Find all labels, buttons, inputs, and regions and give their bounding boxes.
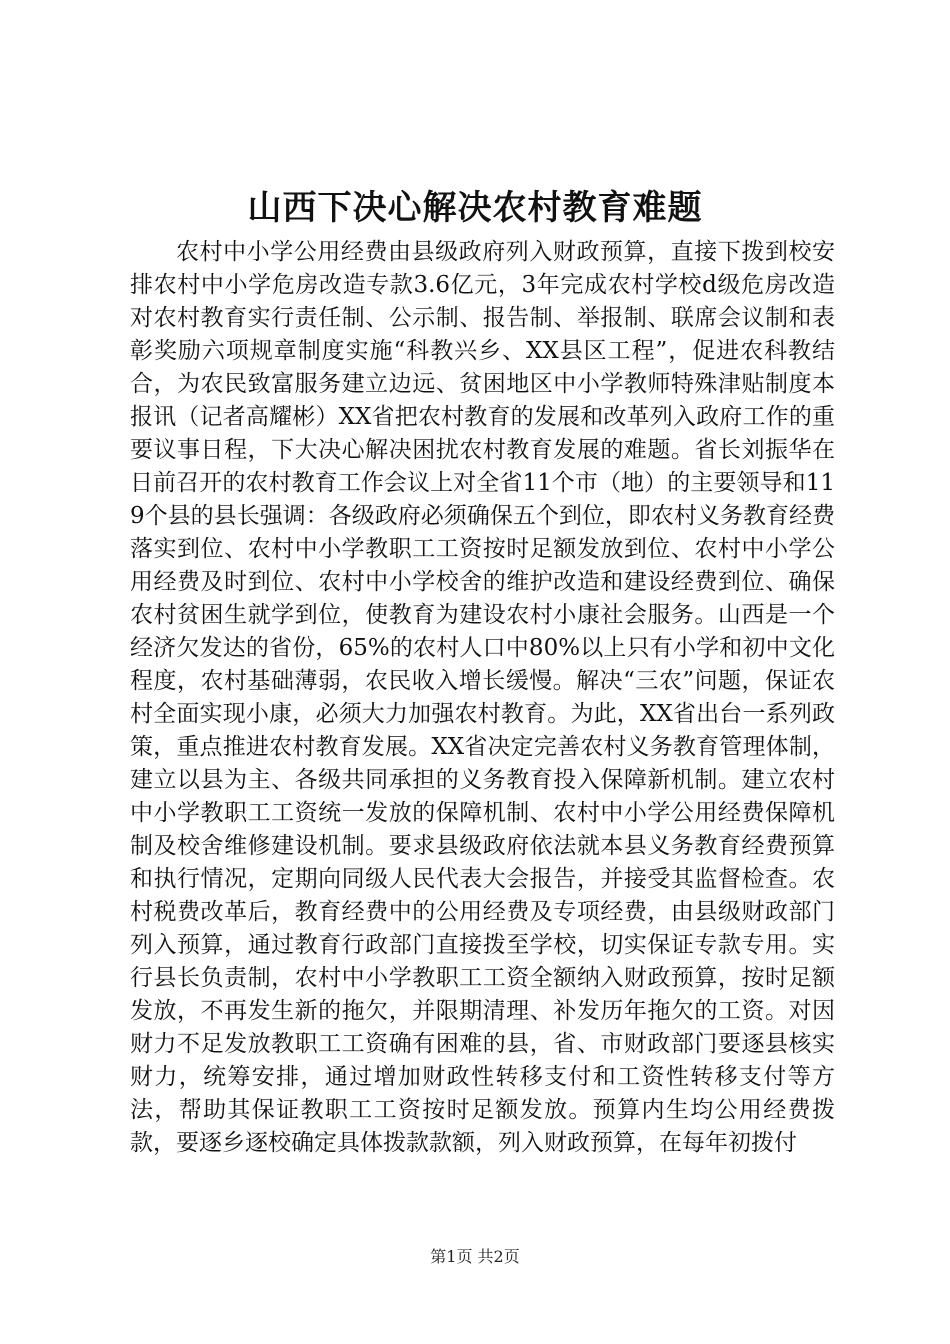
document-title: 山西下决心解决农村教育难题 [247, 188, 703, 228]
document-body-paragraph: 农村中小学公用经费由县级政府列入财政预算，直接下拨到校安排农村中小学危房改造专款3.6亿元，3年完成农村学校d级危房改造对农村教育实行责任制、公示制、报告制、举报制、联席会议制和表彰奖励六项规章制度实施“科教兴乡、XX县区工程”，促进农科教结合，为农民致富服务建立边远、贫困地区中小学教师特殊津贴制度本报讯（记者高耀彬）XX省把农村教育的发展和改革列入政府工作的重要议事日程，下大决心解决困扰农村教育发展的难题。省长刘振华在日前召开的农村教育工作会议上对全省11个市（地）的主要领导和119个县的县长强调：各级政府必须确保五个到位，即农村义务教育经费落实到位、农村中小学教职工工资按时足额发放到位、农村中小学公用经费及时到位、农村中小学校舍的维护改造和建设经费到位、确保农村贫困生就学到位，使教育为建设农村小康社会服务。山西是一个经济欠发达的省份，65%的农村人口中80%以上只有小学和初中文化程度，农村基础薄弱，农民收入增长缓慢。解决“三农”问题，保证农村全面实现小康，必须大力加强农村教育。为此，XX省出台一系列政策，重点推进农村教育发展。XX省决定完善农村义务教育管理体制，建立以县为主、各级共同承担的义务教育投入保障新机制。建立农村中小学教职工工资统一发放的保障机制、农村中小学公用经费保障机制及校舍维修建设机制。要求县级政府依法就本县义务教育经费预算和执行情况，定期向同级人民代表大会报告，并接受其监督检查。农村税费改革后，教育经费中的公用经费及专项经费，由县级财政部门列入预算，通过教育行政部门直接拨至学校，切实保证专款专用。实行县长负责制，农村中小学教职工工资全额纳入财政预算，按时足额发放，不再发生新的拖欠，并限期清理、补发历年拖欠的工资。对因财力不足发放教职工工资确有困难的县，省、市财政部门要逐县核实财力，统筹安排，通过增加财政性转移支付和工资性转移支付等方法，帮助其保证教职工工资按时足额发放。预算内生均公用经费拨款，要逐乡逐校确定具体拨款款额，列入财政预算，在每年初拨付 [130, 239, 835, 1156]
page-number-footer: 第1页 共2页 [430, 1247, 520, 1266]
